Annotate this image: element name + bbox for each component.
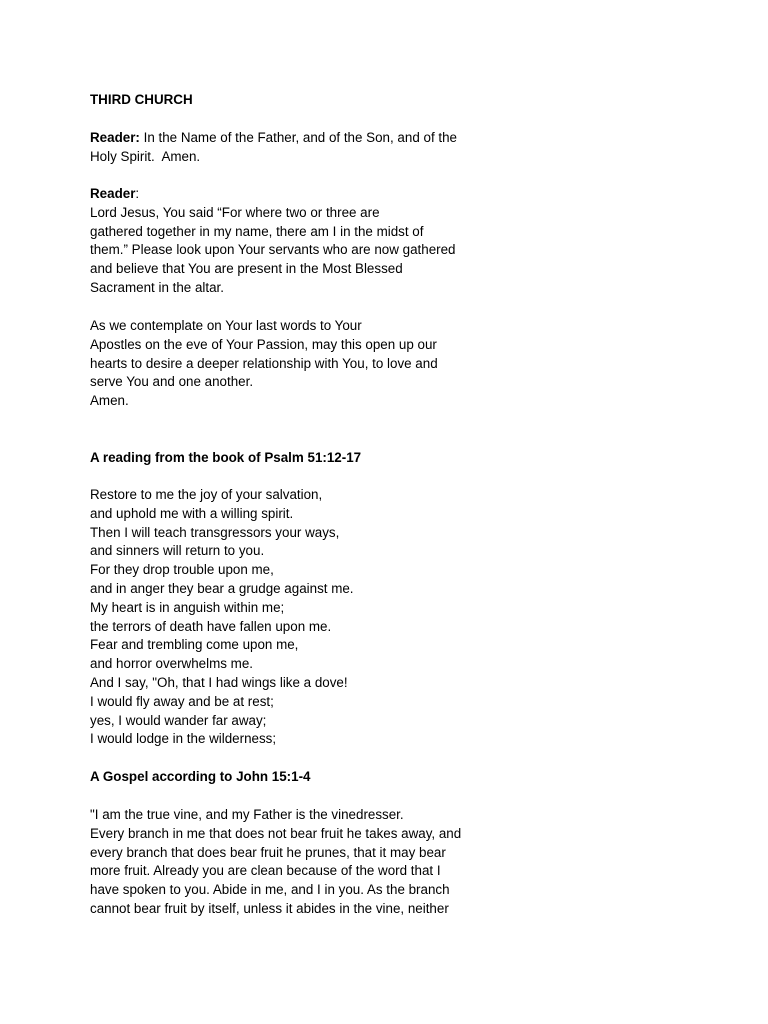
psalm-line: yes, I would wander far away; [90,712,267,728]
gospel-line: Every branch in me that does not bear fruit he takes away, and [90,825,462,841]
psalm-line: My heart is in anguish within me; [90,599,285,615]
gospel-line: have spoken to you. Abide in me, and I in you. As the branch [90,882,450,898]
intro-paragraph [90,129,490,167]
prayer-line: hearts to desire a deeper relationship with You, to love and [90,355,438,371]
gospel-heading: A Gospel according to John 15:1-4 [90,769,311,784]
prayer-line: and believe that You are present in the Most Blessed [90,261,403,277]
prayer-line: them.” Please look upon Your servants who are now gathered [90,242,456,258]
psalm-line: and sinners will return to you. [90,543,265,559]
psalm-heading: A reading from the book of Psalm 51:12-17 [90,450,362,465]
psalm-heading-block [90,449,490,468]
prayer-line: Amen. [90,393,129,409]
prayer-line: gathered together in my name, there am I in the midst of [90,223,424,239]
gospel-line: more fruit. Already you are clean because of the word that I [90,863,441,879]
psalm-line: and uphold me with a willing spirit. [90,505,294,521]
psalm-line: And I say, "Oh, that I had wings like a dove! [90,674,348,690]
prayer-line: Apostles on the eve of Your Passion, may this open up our [90,336,437,352]
psalm-line: and in anger they bear a grudge against me. [90,580,354,596]
speaker-label: Reader: [90,130,140,145]
speaker-label: Reader [90,186,136,201]
prayer-line: serve You and one another. [90,374,254,390]
gospel-line: every branch that does bear fruit he prunes, that it may bear [90,844,446,860]
prayer-paragraph-2 [90,317,490,411]
gospel-line: cannot bear fruit by itself, unless it abides in the vine, neither [90,900,449,916]
page-title: THIRD CHURCH [90,92,193,107]
prayer-line: As we contemplate on Your last words to Your [90,318,362,333]
psalm-line: Restore to me the joy of your salvation, [90,487,323,502]
psalm-line: and horror overwhelms me. [90,656,253,672]
intro-text: In the Name of the Father, and of the Son, and of the [139,130,457,145]
psalm-text [90,486,490,749]
psalm-line: Then I will teach transgressors your ways, [90,524,340,540]
psalm-line: I would fly away and be at rest; [90,693,274,709]
section-title [90,91,490,110]
speaker-colon: : [135,186,140,201]
psalm-line: I would lodge in the wilderness; [90,731,277,747]
gospel-line: "I am the true vine, and my Father is the vinedresser. [90,807,404,822]
gospel-heading-block [90,768,490,787]
gospel-text [90,806,490,919]
prayer-line: Lord Jesus, You said “For where two or three are [90,204,380,220]
prayer-line: Sacrament in the altar. [90,279,224,295]
psalm-line: Fear and trembling come upon me, [90,637,299,653]
psalm-line: the terrors of death have fallen upon me. [90,618,332,634]
prayer-paragraph [90,185,490,298]
intro-line [90,129,490,148]
prayer-speaker-line [90,185,490,204]
intro-line: Holy Spirit. Amen. [90,148,201,164]
psalm-line: For they drop trouble upon me, [90,562,274,578]
